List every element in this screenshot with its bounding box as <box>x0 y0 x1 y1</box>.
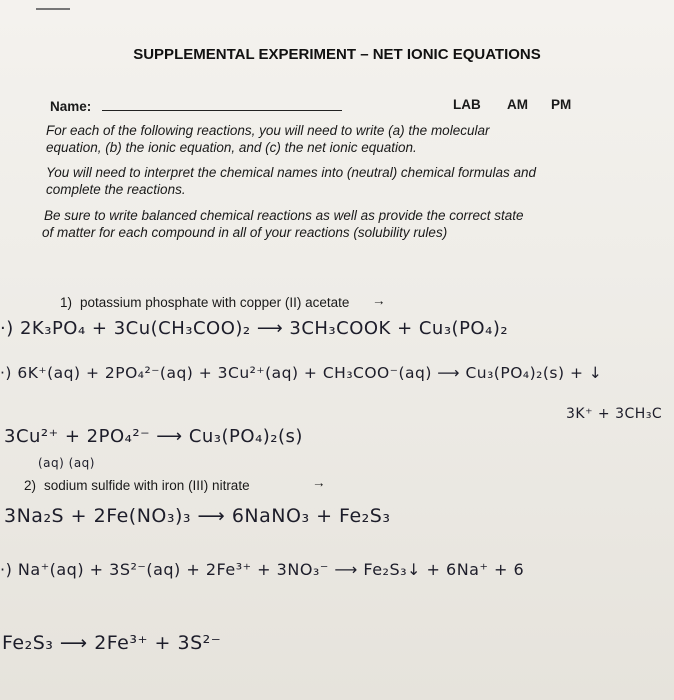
pm-label: PM <box>551 97 572 112</box>
name-label: Name: <box>50 99 92 114</box>
handwritten-ionic-equation: ·) Na⁺(aq) + 3S²⁻(aq) + 2Fe³⁺ + 3NO₃⁻ ⟶ Fe₂S₃↓ + 6Na⁺ + 6 <box>0 560 525 579</box>
problem-number: 1) <box>60 295 73 310</box>
handwritten-ionic-continuation: 3K⁺ + 3CH₃C <box>566 406 663 422</box>
page-mark <box>36 8 70 10</box>
problem-text: sodium sulfide with iron (III) nitrate <box>44 478 250 493</box>
handwritten-molecular-equation: 3Na₂S + 2Fe(NO₃)₃ ⟶ 6NaNO₃ + Fe₂S₃ <box>4 505 391 527</box>
problem-arrow: → <box>312 475 326 490</box>
instruction-line: complete the reactions. <box>46 182 186 197</box>
handwritten-ionic-equation: ·) 6K⁺(aq) + 2PO₄²⁻(aq) + 3Cu²⁺(aq) + CH₃COO⁻(aq) ⟶ Cu₃(PO₄)₂(s) + ↓ <box>0 364 603 382</box>
instruction-line: equation, (b) the ionic equation, and (c) the net ionic equation. <box>46 140 417 155</box>
instruction-line: For each of the following reactions, you will need to write (a) the molecular <box>46 123 490 138</box>
lab-label: LAB <box>453 97 481 112</box>
handwritten-net-ionic-equation: 3Cu²⁺ + 2PO₄²⁻ ⟶ Cu₃(PO₄)₂(s) <box>4 426 303 447</box>
instruction-line: Be sure to write balanced chemical reactions as well as provide the correct state <box>44 208 524 223</box>
problem-arrow: → <box>372 293 386 308</box>
handwritten-state-labels: (aq) (aq) <box>38 456 95 470</box>
name-field[interactable] <box>102 110 342 111</box>
problem-number: 2) <box>24 478 37 493</box>
page-title: SUPPLEMENTAL EXPERIMENT – NET IONIC EQUATIONS <box>133 46 541 63</box>
instruction-line: You will need to interpret the chemical names into (neutral) chemical formulas and <box>46 165 536 180</box>
instruction-line: of matter for each compound in all of your reactions (solubility rules) <box>42 225 448 240</box>
am-label: AM <box>507 97 528 112</box>
problem-text: potassium phosphate with copper (II) acetate <box>80 295 350 310</box>
handwritten-net-ionic-equation: Fe₂S₃ ⟶ 2Fe³⁺ + 3S²⁻ <box>2 632 222 654</box>
handwritten-molecular-equation: ·) 2K₃PO₄ + 3Cu(CH₃COO)₂ ⟶ 3CH₃COOK + Cu₃(PO₄)₂ <box>0 318 509 339</box>
